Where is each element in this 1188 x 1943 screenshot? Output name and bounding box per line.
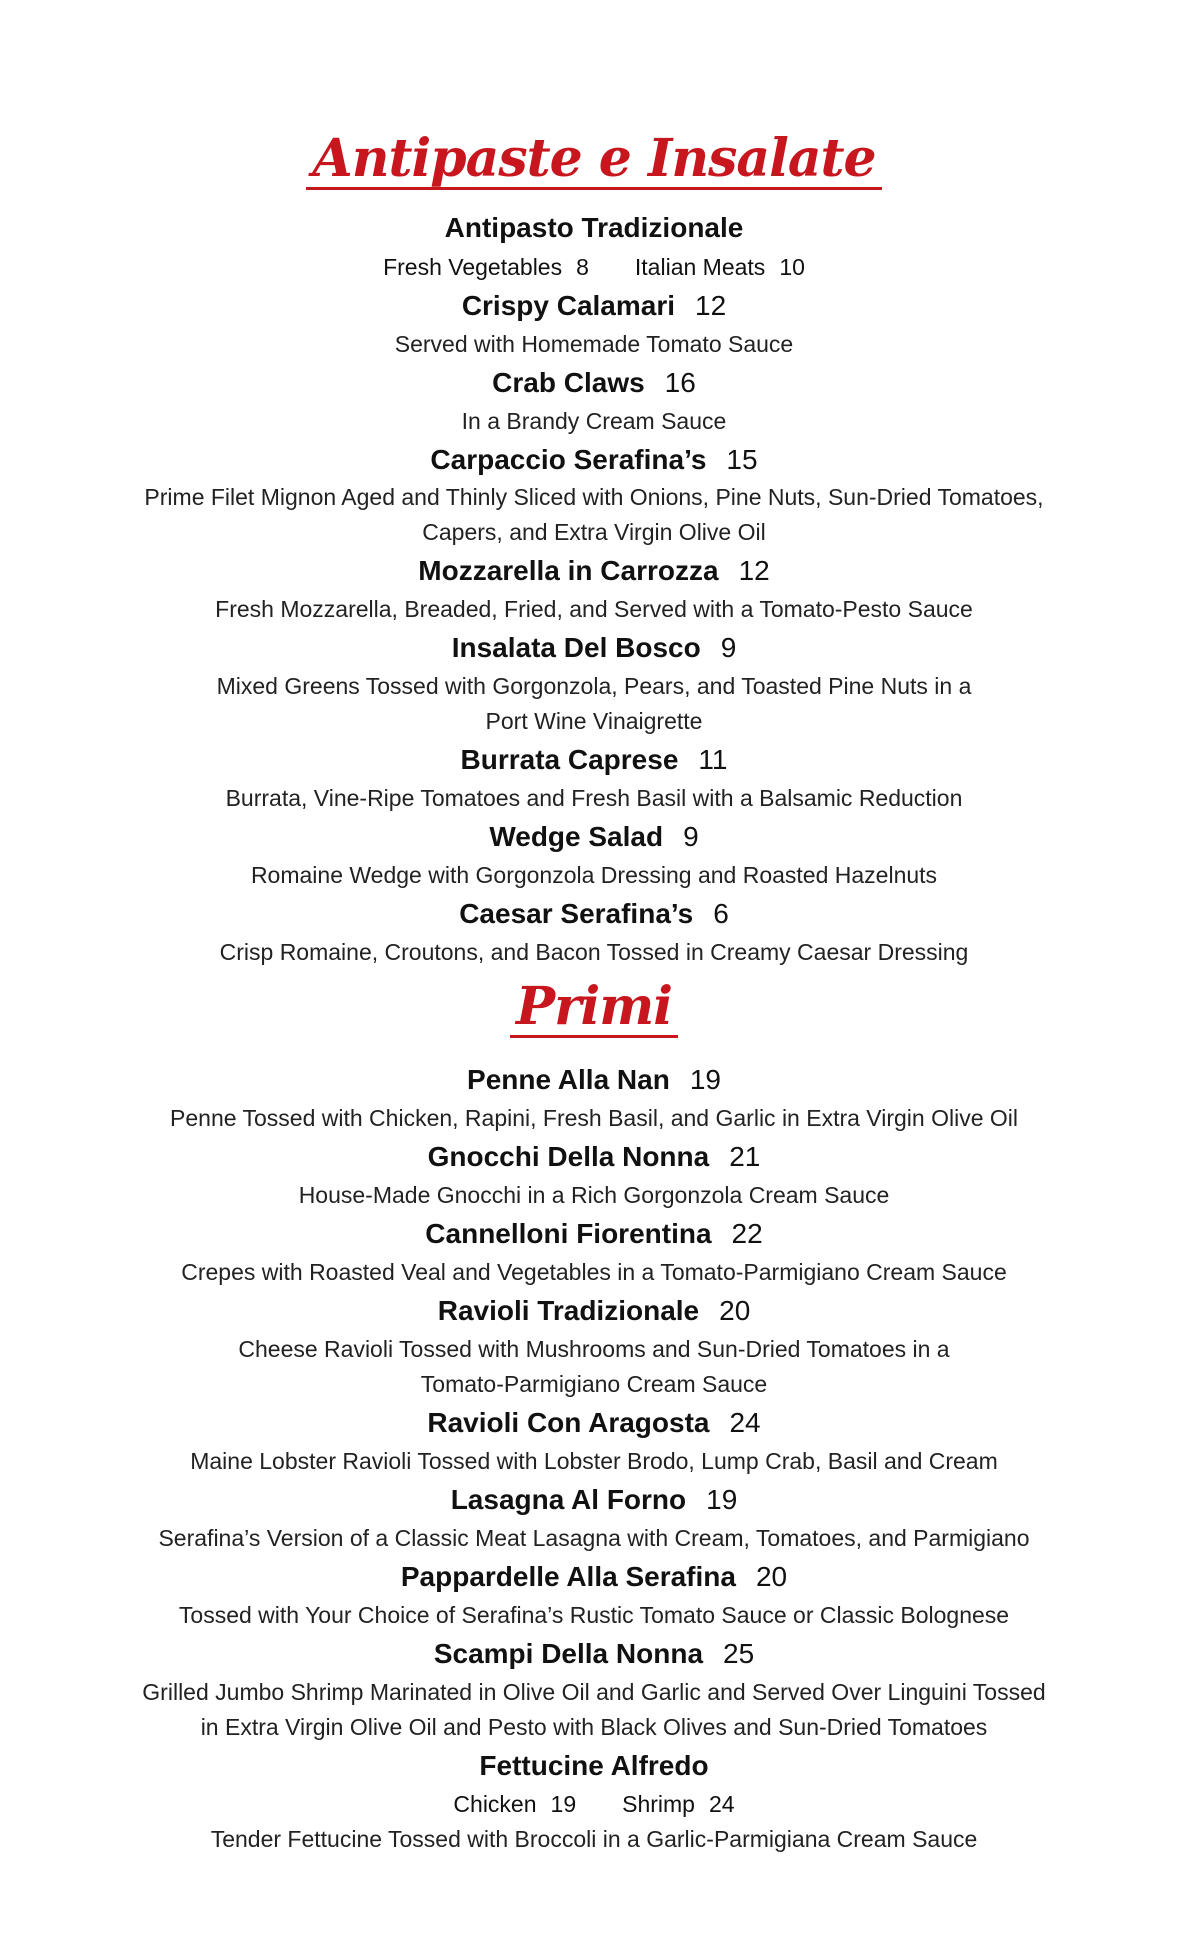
menu-item-price: 11 [698,744,728,775]
menu-item-name: Insalata Del Bosco 9 [451,632,737,663]
menu-item-description: Fresh Mozzarella, Breaded, Fried, and Served with a Tomato-Pesto Sauce [215,596,973,622]
menu-item-description: Prime Filet Mignon Aged and Thinly Sliced with Onions, Pine Nuts, Sun-Dried Tomatoes, [144,484,1044,510]
menu-item-name: Lasagna Al Forno 19 [450,1484,738,1515]
menu-item-price: 12 [695,290,727,321]
menu-item-description: Maine Lobster Ravioli Tossed with Lobster Brodo, Lump Crab, Basil and Cream [190,1448,998,1474]
menu-item-description: Crepes with Roasted Veal and Vegetables in a Tomato-Parmigiano Cream Sauce [181,1259,1007,1285]
menu-item-name: Antipasto Tradizionale [444,212,744,243]
menu-item-description: Port Wine Vinaigrette [485,708,703,734]
menu-item-price: 21 [729,1141,761,1172]
menu-item-options: Chicken 19 Shrimp 24 [453,1791,735,1817]
menu-item-description: Serafina’s Version of a Classic Meat Lasagna with Cream, Tomatoes, and Parmigiano [158,1525,1030,1551]
menu-item-description: Tossed with Your Choice of Serafina’s Rustic Tomato Sauce or Classic Bolognese [178,1602,1010,1628]
menu-item-description: Cheese Ravioli Tossed with Mushrooms and Sun-Dried Tomatoes in a [238,1336,950,1362]
menu-item-description: House-Made Gnocchi in a Rich Gorgonzola Cream Sauce [298,1182,890,1208]
menu-item-description: Crisp Romaine, Croutons, and Bacon Tossed in Creamy Caesar Dressing [219,939,969,965]
menu-item-price: 6 [713,898,729,929]
menu-item-description: Served with Homemade Tomato Sauce [394,331,794,357]
menu-item-name: Gnocchi Della Nonna 21 [427,1141,761,1172]
menu-item-price: 9 [683,821,699,852]
menu-item-description: In a Brandy Cream Sauce [461,408,727,434]
menu-item-name: Carpaccio Serafina’s 15 [430,444,758,475]
menu-item-price: 25 [723,1638,755,1669]
menu-item-name: Burrata Caprese 11 [460,744,728,775]
menu-item-name: Caesar Serafina’s 6 [459,898,729,929]
menu-item-name: Crispy Calamari 12 [461,290,727,321]
primi-section-title: Primi [0,976,1188,1038]
antipasti-section-title: Antipaste e Insalate [0,128,1188,190]
menu-item-price: 12 [738,555,770,586]
menu-item-name: Scampi Della Nonna 25 [433,1638,755,1669]
menu-item-price: 19 [706,1484,738,1515]
menu-item-name: Wedge Salad 9 [489,821,699,852]
menu-item-description: Penne Tossed with Chicken, Rapini, Fresh Basil, and Garlic in Extra Virgin Olive Oil [170,1105,1018,1131]
menu-item-name: Crab Claws 16 [492,367,696,398]
menu-item-description: Tender Fettucine Tossed with Broccoli in a Garlic-Parmigiana Cream Sauce [210,1826,978,1852]
menu-item-name: Mozzarella in Carrozza 12 [418,555,770,586]
menu-item-price: 22 [731,1218,763,1249]
menu-item-name: Pappardelle Alla Serafina 20 [400,1561,788,1592]
menu-item-name: Penne Alla Nan 19 [467,1064,721,1095]
menu-item-price: 20 [755,1561,788,1592]
menu-item-name: Cannelloni Fiorentina 22 [425,1218,763,1249]
menu-item-price: 20 [719,1295,751,1326]
menu-item-description: Mixed Greens Tossed with Gorgonzola, Pears, and Toasted Pine Nuts in a [216,673,972,699]
menu-item-price: 16 [664,367,696,398]
menu-item-description: Grilled Jumbo Shrimp Marinated in Olive Oil and Garlic and Served Over Linguini Tossed [142,1679,1046,1705]
menu-item-price: 15 [726,444,758,475]
menu-item-description: in Extra Virgin Olive Oil and Pesto with Black Olives and Sun-Dried Tomatoes [200,1714,988,1740]
menu-item-price: 24 [729,1407,761,1438]
menu-item-description: Capers, and Extra Virgin Olive Oil [422,519,766,545]
menu-item-description: Tomato-Parmigiano Cream Sauce [420,1371,768,1397]
menu-item-name: Ravioli Tradizionale 20 [437,1295,751,1326]
menu-item-options: Fresh Vegetables 8 Italian Meats 10 [383,254,805,280]
menu-item-name: Ravioli Con Aragosta 24 [427,1407,761,1438]
menu-item-description: Burrata, Vine-Ripe Tomatoes and Fresh Basil with a Balsamic Reduction [225,785,963,811]
menu-item-price: 9 [720,632,737,663]
menu-item-price: 19 [689,1064,721,1095]
menu-item-description: Romaine Wedge with Gorgonzola Dressing and Roasted Hazelnuts [250,862,938,888]
menu-item-name: Fettucine Alfredo [479,1750,709,1781]
